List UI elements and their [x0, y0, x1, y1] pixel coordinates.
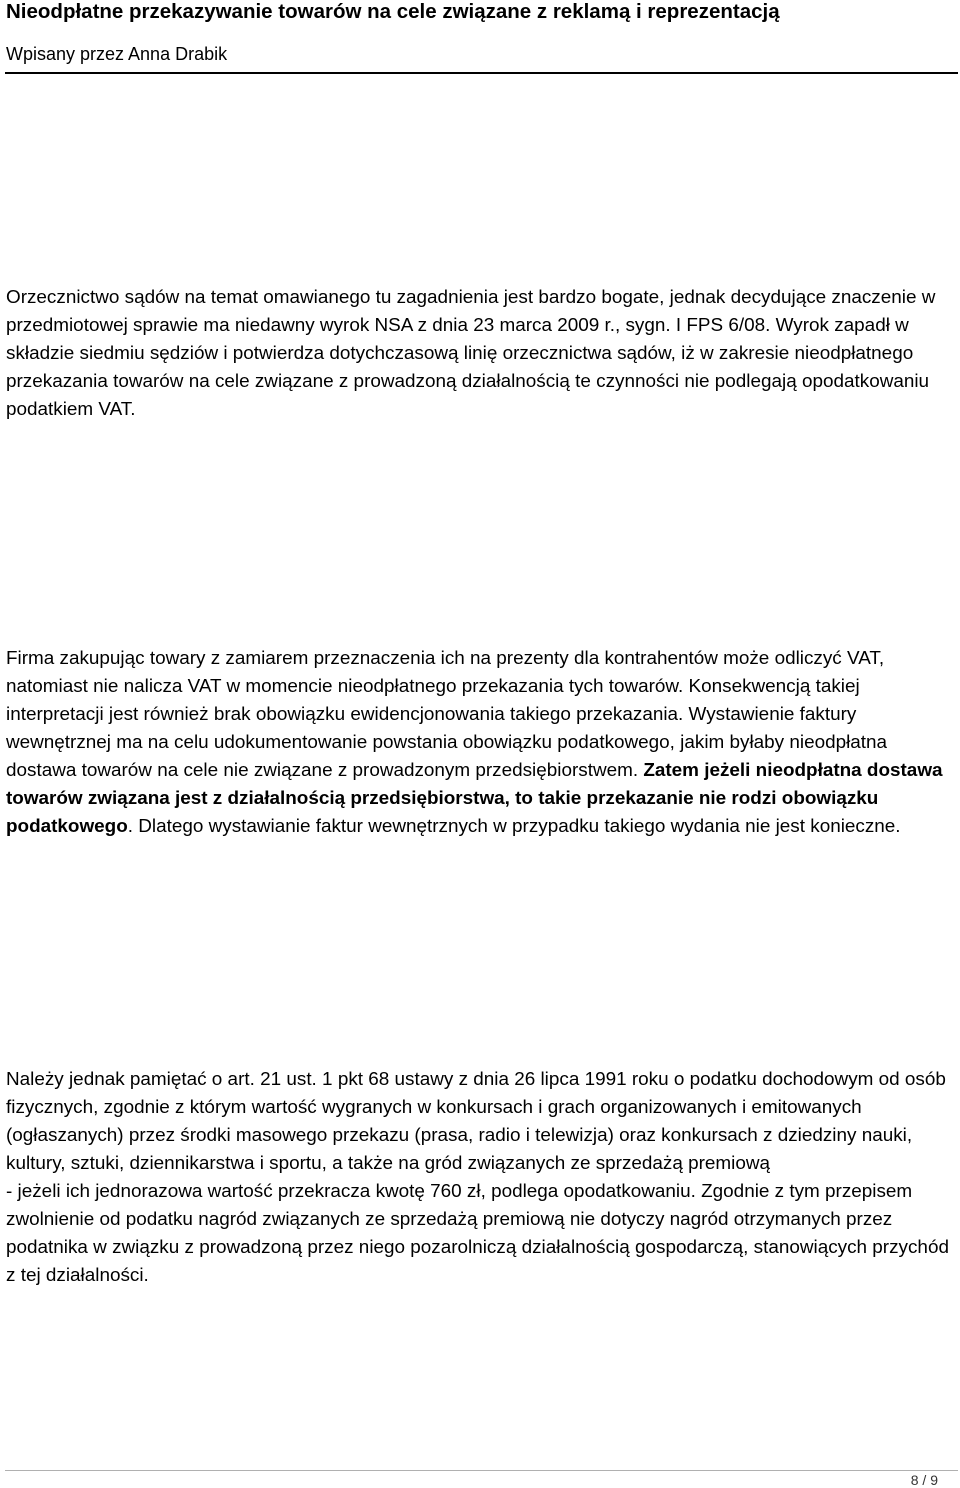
- author-line: Wpisany przez Anna Drabik: [6, 44, 228, 64]
- paragraph-vat-deduction: [6, 645, 956, 841]
- paragraph-bold-conclusion: Zatem jeżeli nieodpłatna dostawa towarów związana jest z działalnością przedsiębiorstwa, to takie przekazanie nie rodzi obowiązku podatkowego: [6, 760, 943, 837]
- document-header: [6, 0, 958, 65]
- page-number: 8 / 9: [910, 1472, 938, 1488]
- paragraph-text: - jeżeli ich jednorazowa wartość przekracza kwotę 760 zł, podlega opodatkowaniu. Zgodnie z tym przepisem zwolnienie od podatku nagród związanych ze sprzedażą premiową nie dotyczy nagród otrzymanych przez podatnika w związku z prowadzoną przez niego pozarolniczą działalnością gospodarczą, stanowiących przychód z tej działalności.: [6, 1181, 949, 1286]
- footer-divider: [5, 1470, 958, 1471]
- document-title: Nieodpłatne przekazywanie towarów na cele związane z reklamą i reprezentacją: [6, 0, 780, 23]
- header-divider: [5, 72, 958, 74]
- paragraph-text: . Dlatego wystawianie faktur wewnętrznych w przypadku takiego wydania nie jest konieczne.: [127, 816, 901, 837]
- paragraph-income-tax: [6, 1066, 956, 1290]
- paragraph-text: Firma zakupując towary z zamiarem przeznaczenia ich na prezenty dla kontrahentów może odliczyć VAT, natomiast nie nalicza VAT w momencie nieodpłatnego przekazania tych towarów. Konsekwencją takiej interpretacji jest również brak obowiązku ewidencjonowania takiego przekazania. Wystawienie faktury wewnętrznej ma na celu udokumentowanie powstania obowiązku podatkowego, jakim byłaby nieodpłatna dostawa towarów na cele nie związane z prowadzonym przedsiębiorstwem.: [6, 648, 888, 781]
- paragraph-court-rulings: Orzecznictwo sądów na temat omawianego tu zagadnienia jest bardzo bogate, jednak decydujące znaczenie w przedmiotowej sprawie ma niedawny wyrok NSA z dnia 23 marca 2009 r., sygn. I FPS 6/08. Wyrok zapadł w składzie siedmiu sędziów i potwierdza dotychczasową linię orzecznictwa sądów, iż w zakresie nieodpłatnego przekazania towarów na cele związane z prowadzoną działalnością te czynności nie podlegają opodatkowaniu podatkiem VAT.: [6, 287, 936, 420]
- paragraph-text: Należy jednak pamiętać o art. 21 ust. 1 pkt 68 ustawy z dnia 26 lipca 1991 roku o podatku dochodowym od osób fizycznych, zgodnie z którym wartość wygranych w konkursach i grach organizowanych i emitowanych (ogłaszanych) przez środki masowego przekazu (prasa, radio i telewizja) oraz konkursach z dziedziny nauki, kultury, sztuki, dziennikarstwa i sportu, a także na gród związanych ze sprzedażą premiową: [6, 1069, 946, 1174]
